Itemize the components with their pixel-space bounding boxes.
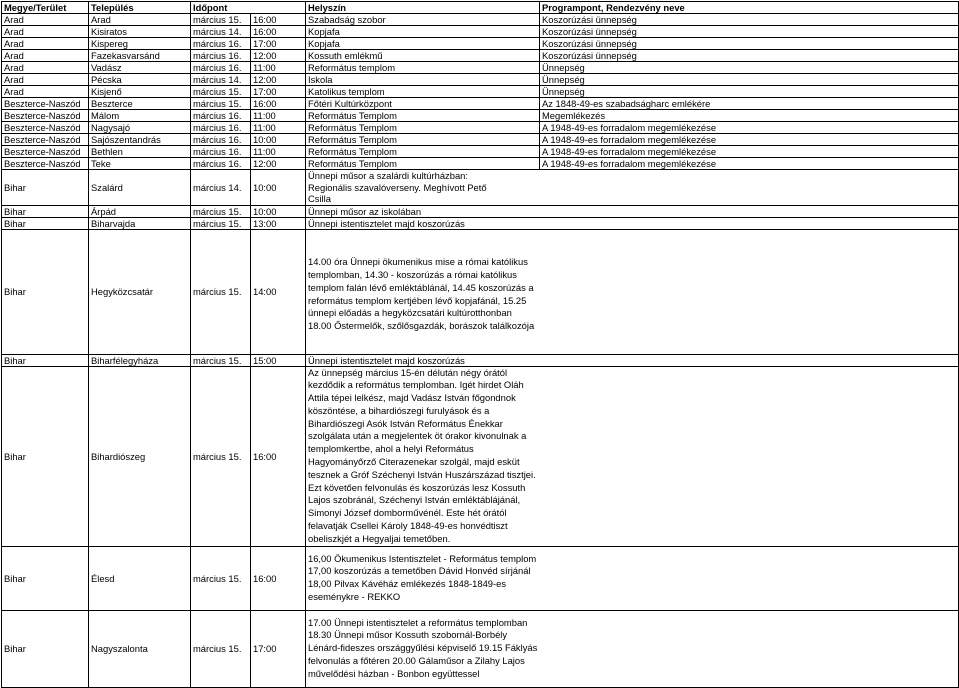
cell-datum: március 15. [191,546,251,610]
cell-ido: 11:00 [251,62,306,74]
cell-datum: március 16. [191,146,251,158]
cell-datum: március 15. [191,205,251,217]
cell-program: Ünnepség [540,86,959,98]
cell-helyszin: Református Templom [306,134,540,146]
cell-helyszin: Kossuth emlékmű [306,50,540,62]
cell-helyszin-text: Az ünnepség március 15-én délután négy órától kezdődik a református templomban. Igét hirdet Oláh Attila tépei lelkész, majd Vadász István főgondnok köszöntése, a bihardiószegi furulyások és a Bihardiószegi Asók István Református Énekkar szolgálata után a megjelentek öt órakor kivonulnak a templomkertbe, ahol a helyi Református Hagyományőrző Citerazenekar szolgál, majd esküt tesznek a Gróf Széchenyi István Huszárszázad tisztjei. Ezt követően felvonulás és koszorúzás lesz Kossuth Lajos szobránál, Széchenyi István emléktáblájánál, Simonyi József domborművénél. Este hét órától felavatják Csellei Károly 1848-49-es honvédtiszt obeliszkjét a Hegyaljai temetőben. [308,366,536,544]
cell-helyszin: Szabadság szobor [306,14,540,26]
cell-helyszin: Kopjafa [306,38,540,50]
cell-helyszin: Református templom [306,62,540,74]
cell-megye: Bihar [2,366,89,546]
table-row [2,122,959,134]
cell-megye: Beszterce-Naszód [2,110,89,122]
cell-datum: március 15. [191,86,251,98]
cell-program: Megemlékezés [540,110,959,122]
cell-helyszin-text: 14.00 óra Ünnepi ökumenikus mise a római katólikus templomban, 14.30 - koszorúzás a római katólikus templom falán lévő emléktáblánál, 14.45 koszorúzás a református templom kertjében lévő kopjafánál, 15.25 ünnepi előadás a hegyközcsatári kultúrotthonban 18.00 Őstermelők, szőlősgazdák, borászok találkozója [308,256,535,332]
cell-telepules: Hegyközcsatár [89,229,191,354]
cell-ido: 14:00 [251,229,306,354]
cell-datum: március 14. [191,26,251,38]
cell-helyszin: Református Templom [306,146,540,158]
cell-telepules: Sajószentandrás [89,134,191,146]
table-row [2,86,959,98]
cell-megye: Beszterce-Naszód [2,158,89,170]
cell-telepules: Nagysajó [89,122,191,134]
cell-ido: 10:00 [251,170,306,206]
cell-datum: március 16. [191,62,251,74]
cell-telepules: Fazekasvarsánd [89,50,191,62]
cell-helyszin [306,366,959,546]
cell-program: A 1948-49-es forradalom megemlékezése [540,146,959,158]
table-row [2,546,959,610]
cell-megye: Bihar [2,229,89,354]
cell-program: Ünnepség [540,74,959,86]
cell-telepules: Beszterce [89,98,191,110]
cell-helyszin: Főtéri Kultúrközpont [306,98,540,110]
cell-program: Az 1848-49-es szabadságharc emlékére [540,98,959,110]
table-row [2,354,959,366]
cell-helyszin [306,546,959,610]
cell-helyszin: Ünnepi istentisztelet majd koszorúzás [306,217,959,229]
cell-telepules: Szalárd [89,170,191,206]
cell-telepules: Pécska [89,74,191,86]
cell-ido: 13:00 [251,217,306,229]
cell-ido: 11:00 [251,122,306,134]
table-row [2,146,959,158]
cell-telepules: Vadász [89,62,191,74]
cell-datum: március 15. [191,354,251,366]
cell-datum: március 16. [191,122,251,134]
table-row [2,217,959,229]
cell-ido: 16:00 [251,546,306,610]
cell-megye: Beszterce-Naszód [2,98,89,110]
table-row [2,158,959,170]
cell-helyszin [306,610,959,687]
table-row [2,170,959,206]
cell-helyszin [306,170,959,206]
cell-program: A 1948-49-es forradalom megemlékezése [540,122,959,134]
cell-telepules: Bethlen [89,146,191,158]
cell-ido: 11:00 [251,146,306,158]
header-telepules: Település [89,2,191,14]
cell-ido: 10:00 [251,205,306,217]
header-idopont: Időpont [191,2,306,14]
cell-ido: 17:00 [251,610,306,687]
cell-program: Koszorúzási ünnepség [540,26,959,38]
table-row [2,50,959,62]
cell-telepules: Biharfélegyháza [89,354,191,366]
cell-telepules: Árpád [89,205,191,217]
cell-megye: Beszterce-Naszód [2,134,89,146]
cell-helyszin: Református Templom [306,122,540,134]
cell-datum: március 16. [191,110,251,122]
table-row [2,38,959,50]
cell-datum: március 14. [191,74,251,86]
cell-datum: március 15. [191,14,251,26]
cell-megye: Arad [2,62,89,74]
header-program: Programpont, Rendezvény neve [540,2,959,14]
cell-megye: Arad [2,50,89,62]
cell-program: Koszorúzási ünnepség [540,38,959,50]
table-row [2,98,959,110]
cell-datum: március 14. [191,170,251,206]
cell-program: Koszorúzási ünnepség [540,14,959,26]
cell-datum: március 15. [191,98,251,110]
cell-datum: március 15. [191,610,251,687]
table-row [2,205,959,217]
cell-ido: 11:00 [251,110,306,122]
cell-ido: 17:00 [251,38,306,50]
cell-ido: 15:00 [251,354,306,366]
cell-megye: Arad [2,14,89,26]
events-table [1,1,959,688]
cell-telepules: Biharvajda [89,217,191,229]
cell-telepules: Arad [89,14,191,26]
cell-datum: március 16. [191,38,251,50]
cell-datum: március 15. [191,217,251,229]
cell-helyszin-text: 17.00 Ünnepi istentisztelet a református templomban 18.30 Ünnepi műsor Kossuth szobornál-Borbély Lénárd-fideszes országgyűlési képviselő 19.15 Fáklyás felvonulás a főtéren 20.00 Gálaműsor a Zilahy Lajos művelődési házban - Bonbon együttessel [308,616,538,679]
cell-megye: Bihar [2,217,89,229]
cell-ido: 10:00 [251,134,306,146]
table-row [2,610,959,687]
cell-helyszin: Ünnepi műsor az iskolában [306,205,959,217]
cell-helyszin: Református Templom [306,158,540,170]
table-row [2,134,959,146]
header-helyszin: Helyszín [306,2,540,14]
cell-megye: Arad [2,38,89,50]
cell-megye: Bihar [2,170,89,206]
cell-telepules: Nagyszalonta [89,610,191,687]
cell-megye: Beszterce-Naszód [2,122,89,134]
cell-ido: 16:00 [251,366,306,546]
cell-helyszin-text: 16,00 Ökumenikus Istentisztelet - Református templom 17,00 koszorúzás a temetőben Dávid Honvéd sírjánál 18,00 Pilvax Kávéház emlékezés 1848-1849-es eseménykre - REKKO [308,552,537,602]
cell-program: A 1948-49-es forradalom megemlékezése [540,134,959,146]
cell-ido: 16:00 [251,14,306,26]
cell-helyszin: Kopjafa [306,26,540,38]
cell-megye: Bihar [2,354,89,366]
cell-ido: 16:00 [251,98,306,110]
cell-datum: március 16. [191,50,251,62]
cell-datum: március 15. [191,366,251,546]
cell-helyszin [306,229,959,354]
cell-helyszin-text: Ünnepi műsor a szalárdi kultúrházban: Regionális szavalóverseny. Meghívott Pető Csilla [308,170,487,204]
cell-helyszin: Iskola [306,74,540,86]
cell-megye: Beszterce-Naszód [2,146,89,158]
cell-megye: Arad [2,86,89,98]
cell-megye: Arad [2,26,89,38]
cell-program: Koszorúzási ünnepség [540,50,959,62]
cell-telepules: Málom [89,110,191,122]
cell-megye: Bihar [2,610,89,687]
cell-datum: március 16. [191,134,251,146]
table-row [2,62,959,74]
cell-datum: március 15. [191,229,251,354]
table-header-row [2,2,959,14]
cell-ido: 16:00 [251,26,306,38]
cell-telepules: Bihardiószeg [89,366,191,546]
table-row [2,74,959,86]
cell-program: A 1948-49-es forradalom megemlékezése [540,158,959,170]
table-row [2,366,959,546]
table-row [2,110,959,122]
table-row [2,14,959,26]
cell-program: Ünnepség [540,62,959,74]
table-row [2,26,959,38]
cell-megye: Bihar [2,205,89,217]
header-megye: Megye/Terület [2,2,89,14]
cell-helyszin: Református Templom [306,110,540,122]
table-row [2,229,959,354]
cell-megye: Arad [2,74,89,86]
cell-ido: 12:00 [251,74,306,86]
cell-telepules: Kispereg [89,38,191,50]
cell-ido: 17:00 [251,86,306,98]
cell-megye: Bihar [2,546,89,610]
cell-helyszin: Katolikus templom [306,86,540,98]
cell-telepules: Kisiratos [89,26,191,38]
cell-telepules: Teke [89,158,191,170]
cell-telepules: Élesd [89,546,191,610]
cell-ido: 12:00 [251,158,306,170]
cell-ido: 12:00 [251,50,306,62]
cell-datum: március 16. [191,158,251,170]
cell-helyszin: Ünnepi istentisztelet majd koszorúzás [306,354,959,366]
cell-telepules: Kisjenő [89,86,191,98]
